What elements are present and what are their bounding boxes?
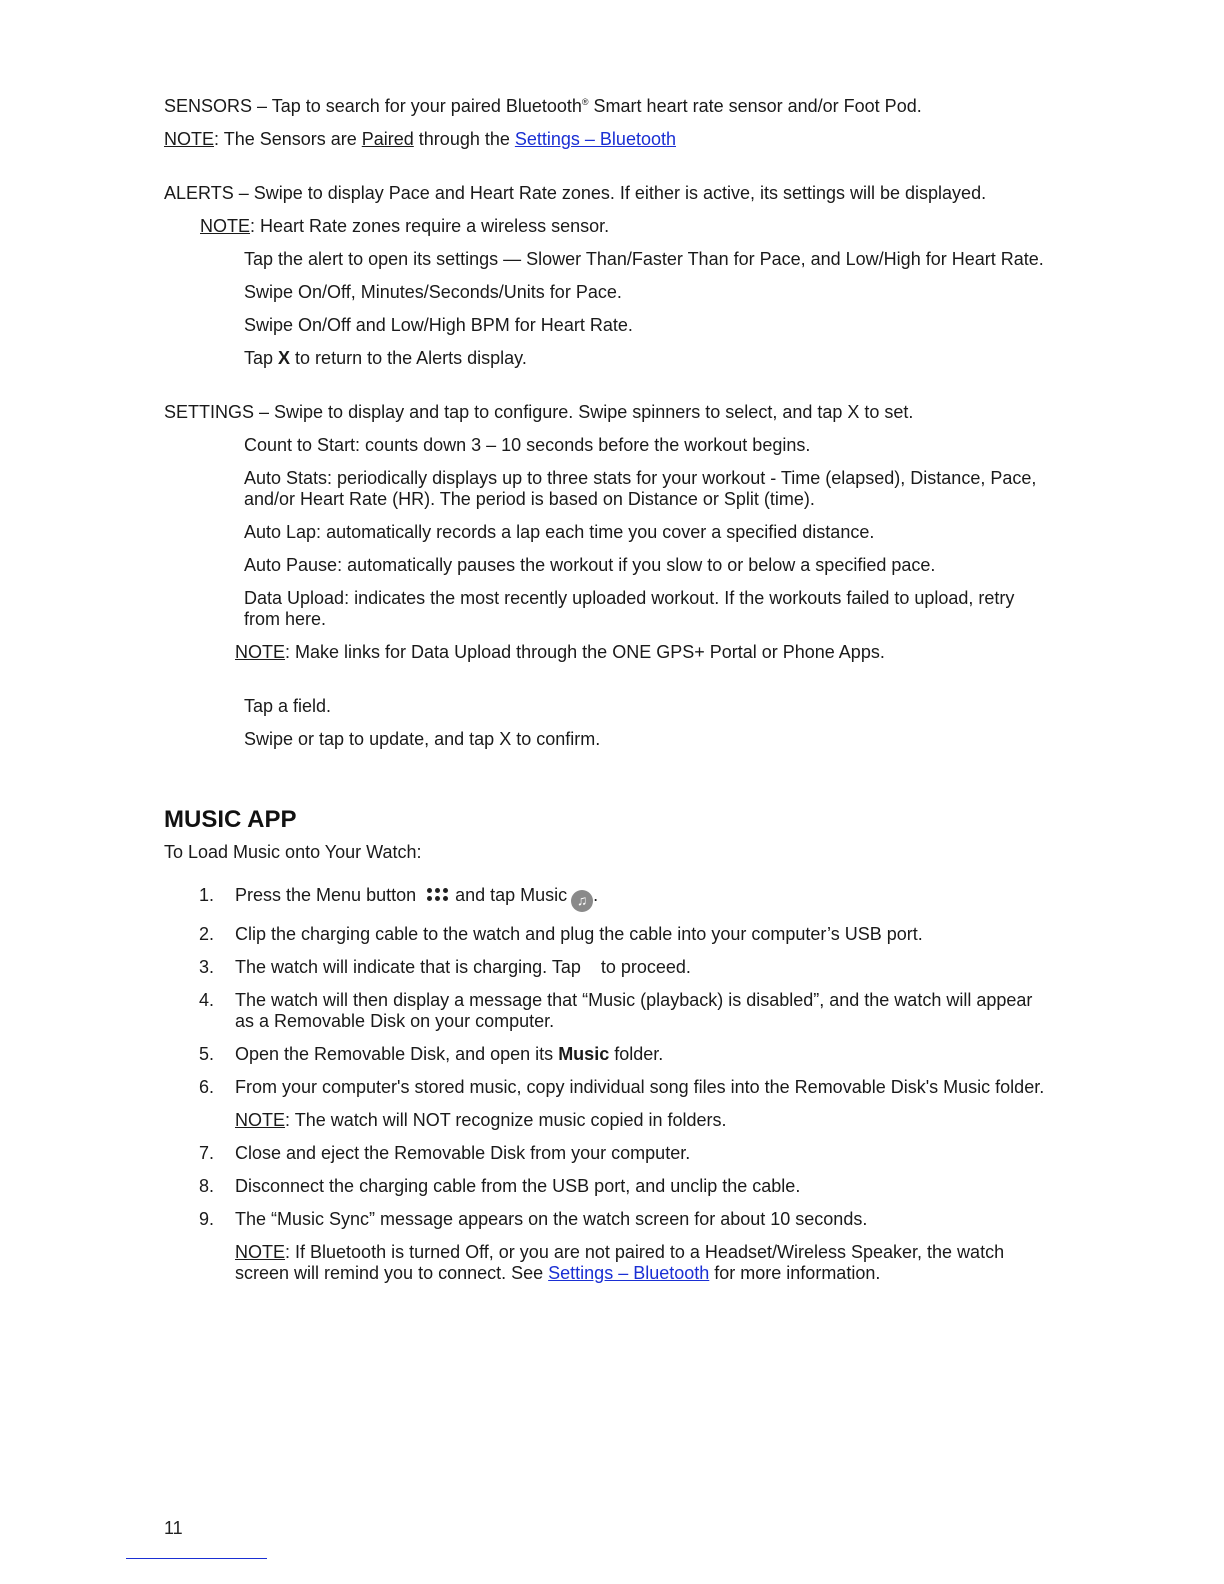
x-key: X [499,729,512,749]
alerts-step: Swipe On/Off, Minutes/Seconds/Units for Pace. [244,282,622,302]
footer-rule [126,1558,267,1559]
x-key: X [847,402,860,422]
settings-paragraph: SETTINGS – Swipe to display and tap to configure. Swipe spinners to select, and tap X to set. [164,402,914,422]
paired-term: Paired [361,129,414,149]
settings-bluetooth-link[interactable]: Settings – Bluetooth [514,129,676,149]
x-key: X [278,348,291,368]
alerts-term: ALERTS [164,183,234,203]
note-label: NOTE [164,129,215,149]
list-item: 1. Press the Menu button and tap Music ♫ . [164,885,1054,912]
note-label: NOTE [200,216,251,236]
step6-note: NOTE: The watch will NOT recognize music copied in folders. [235,1109,727,1130]
music-app-heading: MUSIC APP [164,806,297,833]
alerts-step: Swipe On/Off and Low/High BPM for Heart Rate. [244,315,633,335]
list-item: 6. From your computer's stored music, copy individual song files into the Removable Disk's Music folder. [199,1076,1045,1097]
list-item: 5. Open the Removable Disk, and open its Music folder. [199,1043,664,1064]
tap-field-text: Tap a field. [244,696,332,716]
note-label: NOTE [235,1109,286,1130]
menu-dots-icon [427,888,451,902]
settings-note: NOTE: Make links for Data Upload through the ONE GPS+ Portal or Phone Apps. [235,642,885,662]
list-item: 8. Disconnect the charging cable from the USB port, and unclip the cable. [199,1175,801,1196]
settings-term: SETTINGS [164,402,255,422]
note-label: NOTE [235,1241,286,1262]
list-item: 4. The watch will then display a message that “Music (playback) is disabled”, and the watch will appear as a Removable Disk on your computer. [199,989,1033,1031]
swipe-update-text: Swipe or tap to update, and tap X to confirm. [244,729,601,749]
list-item: 2. Clip the charging cable to the watch and plug the cable into your computer’s USB port. [199,923,923,944]
registered-mark: ® [581,97,589,107]
settings-item: Auto Lap: automatically records a lap each time you cover a specified distance. [244,522,875,542]
alerts-note: NOTE: Heart Rate zones require a wireless sensor. [200,216,610,236]
document-page [164,92,1054,1284]
settings-item: Auto Stats: periodically displays up to three stats for your workout - Time (elapsed), Distance, Pace, and/or Heart Rate (HR). The period is based on Distance or Split (time). [244,468,1037,509]
alerts-step: Tap X to return to the Alerts display. [244,348,527,368]
sensors-paragraph: SENSORS – Tap to search for your paired Bluetooth® Smart heart rate sensor and/or Foot Pod. [164,96,922,116]
music-note-icon: ♫ [571,890,593,912]
alerts-paragraph: ALERTS – Swipe to display Pace and Heart Rate zones. If either is active, its settings will be displayed. [164,183,987,203]
note-label: NOTE [235,642,286,662]
sensors-note: NOTE: The Sensors are Paired through the Settings – Bluetooth [164,129,676,149]
music-folder-term: Music [558,1043,610,1064]
settings-item: Data Upload: indicates the most recently uploaded workout. If the workouts failed to upload, retry from here. [244,588,1015,629]
settings-item: Auto Pause: automatically pauses the workout if you slow to or below a specified pace. [244,555,936,575]
alerts-step: Tap the alert to open its settings — Slower Than/Faster Than for Pace, and Low/High for Heart Rate. [244,249,1044,269]
music-intro: To Load Music onto Your Watch: [164,842,422,862]
list-item: 7. Close and eject the Removable Disk from your computer. [199,1142,691,1163]
sensors-term: SENSORS [164,96,253,116]
settings-item: Count to Start: counts down 3 – 10 seconds before the workout begins. [244,435,811,455]
step9-note: NOTE: If Bluetooth is turned Off, or you are not paired to a Headset/Wireless Speaker, the watch screen will remind you to connect. See Settings – Bluetooth for more information. [235,1241,1005,1283]
settings-bluetooth-link[interactable]: Settings – Bluetooth [548,1262,710,1283]
list-item: 3. The watch will indicate that is charging. Tap to proceed. [199,956,691,977]
page-number: 11 [164,1518,183,1538]
list-item: 9. The “Music Sync” message appears on the watch screen for about 10 seconds. [199,1208,868,1229]
